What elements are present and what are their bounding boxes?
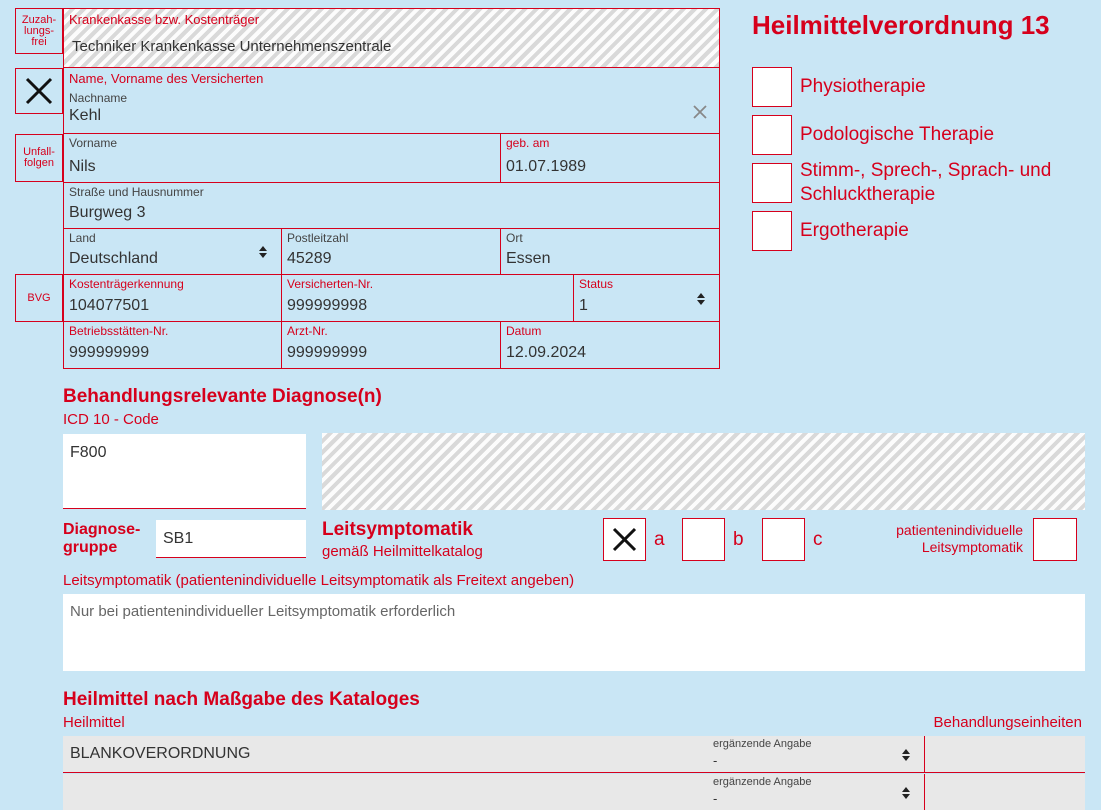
ergaenzende-angabe-value: - <box>713 791 718 806</box>
kt-kennung-input[interactable]: 104077501 <box>69 297 150 314</box>
kostentraeger-field <box>63 8 720 68</box>
podologie-checkbox[interactable] <box>752 115 792 155</box>
leitsymptomatik-c-checkbox[interactable] <box>762 518 805 561</box>
heilmittel-row-2 <box>63 774 1085 810</box>
form-title: Heilmittelverordnung 13 <box>752 10 1050 40</box>
diagnose-hatched-area <box>322 433 1085 510</box>
kostentraeger-label: Krankenkasse bzw. Kostenträger <box>69 12 260 27</box>
ergotherapie-label: Ergotherapie <box>800 220 909 241</box>
arzt-label: Arzt-Nr. <box>287 324 328 338</box>
vorname-input[interactable]: Nils <box>69 158 96 175</box>
physiotherapie-label: Physiotherapie <box>800 76 926 97</box>
diagnosegruppe-label-2: gruppe <box>63 539 118 556</box>
physiotherapie-checkbox[interactable] <box>752 67 792 107</box>
icd-input-1[interactable]: F800 <box>63 434 306 472</box>
select-arrows-icon[interactable] <box>697 292 705 306</box>
diagnose-title: Behandlungsrelevante Diagnose(n) <box>63 386 382 407</box>
ergaenzende-angabe-value: - <box>713 753 718 768</box>
heilmittel-col-label: Heilmittel <box>63 714 125 731</box>
nachname-label: Nachname <box>69 91 128 105</box>
stimm-sprech-checkbox[interactable] <box>752 163 792 203</box>
vorname-label: Vorname <box>69 136 118 150</box>
icd-input-2[interactable] <box>63 471 306 509</box>
diagnosegruppe-input[interactable]: SB1 <box>156 520 306 558</box>
stimm-sprech-label: Stimm-, Sprech-, Sprach- und Schlucktherapie <box>800 160 1052 205</box>
geb-cell <box>500 133 720 183</box>
bvg-label: BVG <box>27 291 51 304</box>
bsnr-input[interactable]: 999999999 <box>69 344 150 361</box>
kostentraeger-value: Techniker Krankenkasse Unternehmenszentrale <box>72 38 392 55</box>
plz-label: Postleitzahl <box>287 231 349 245</box>
plz-cell <box>281 228 501 275</box>
datum-cell <box>500 321 720 369</box>
zuzahlungsfrei-checkbox[interactable] <box>15 8 63 54</box>
heilmittel-value-1[interactable]: BLANKOVERORDNUNG <box>70 745 251 762</box>
strasse-cell <box>63 182 720 229</box>
leitsymptomatik-b-label: b <box>733 529 744 550</box>
einheiten-col-label: Behandlungseinheiten <box>933 714 1082 731</box>
heilmittel-title: Heilmittel nach Maßgabe des Kataloges <box>63 689 420 710</box>
freitext-textarea[interactable] <box>63 594 1085 671</box>
clear-icon[interactable] <box>693 105 707 119</box>
ergaenzende-angabe-select-2[interactable] <box>708 774 924 810</box>
select-arrows-icon <box>902 786 910 800</box>
datum-label: Datum <box>506 324 542 338</box>
bsnr-cell <box>63 321 282 369</box>
freitext-placeholder: Nur bei patientenindividueller Leitsymptomatik erforderlich <box>70 603 456 620</box>
unfallfolgen-label: Unfall- folgen <box>23 146 55 169</box>
vers-nr-label: Versicherten-Nr. <box>287 277 374 291</box>
name-block <box>63 67 720 134</box>
kt-kennung-cell <box>63 274 282 322</box>
leitsymptomatik-b-checkbox[interactable] <box>682 518 725 561</box>
leitsymptomatik-a-checkbox[interactable] <box>603 518 646 561</box>
icd-label: ICD 10 - Code <box>63 411 159 428</box>
land-label: Land <box>69 231 96 245</box>
strasse-input[interactable]: Burgweg 3 <box>69 204 146 221</box>
plz-input[interactable]: 45289 <box>287 250 332 267</box>
gebuehrpflichtig-checkbox[interactable] <box>15 68 63 114</box>
select-arrows-icon[interactable] <box>259 245 267 259</box>
ergotherapie-checkbox[interactable] <box>752 211 792 251</box>
check-cross-icon <box>24 76 54 106</box>
ergaenzende-angabe-select-1[interactable] <box>708 736 924 773</box>
name-section-label: Name, Vorname des Versicherten <box>69 71 264 86</box>
zuzahlungsfrei-label: Zuzah- lungs- frei <box>21 13 57 48</box>
behandlungseinheiten-input-2[interactable] <box>924 774 1085 810</box>
unfallfolgen-checkbox[interactable] <box>15 134 63 182</box>
strasse-label: Straße und Hausnummer <box>69 185 204 199</box>
diagnosegruppe-label-1: Diagnose- <box>63 521 141 538</box>
podologie-label: Podologische Therapie <box>800 124 995 145</box>
arzt-cell <box>281 321 501 369</box>
select-arrows-icon <box>902 748 910 762</box>
leitsymptomatik-c-label: c <box>813 529 823 550</box>
check-cross-icon <box>604 519 645 560</box>
status-select[interactable]: 1 <box>579 297 588 314</box>
ort-input[interactable]: Essen <box>506 250 551 267</box>
arzt-input[interactable]: 999999999 <box>287 344 368 361</box>
nachname-input[interactable]: Kehl <box>69 107 102 124</box>
geb-input[interactable]: 01.07.1989 <box>506 158 587 175</box>
behandlungseinheiten-input-1[interactable] <box>924 736 1085 773</box>
land-select[interactable]: Deutschland <box>69 250 158 267</box>
kt-kennung-label: Kostenträgerkennung <box>69 277 184 291</box>
patientenindividuell-checkbox[interactable] <box>1033 518 1077 561</box>
vorname-cell <box>63 133 501 183</box>
vers-nr-input[interactable]: 999999998 <box>287 297 368 314</box>
leitsymptomatik-a-label: a <box>654 529 665 550</box>
ort-label: Ort <box>506 231 523 245</box>
bsnr-label: Betriebsstätten-Nr. <box>69 324 169 338</box>
heilmittel-row-1 <box>63 736 1085 773</box>
datum-input[interactable]: 12.09.2024 <box>506 344 587 361</box>
ort-cell <box>500 228 720 275</box>
leitsymptomatik-sub: gemäß Heilmittelkatalog <box>322 543 483 560</box>
geb-label: geb. am <box>506 136 550 150</box>
patientenindividuell-label-1: patientenindividuelle <box>896 522 1023 538</box>
status-label: Status <box>579 277 614 291</box>
leitsymptomatik-title: Leitsymptomatik <box>322 519 473 540</box>
bvg-checkbox[interactable] <box>15 274 63 322</box>
patientenindividuell-label-2: Leitsymptomatik <box>921 539 1023 555</box>
ergaenzende-angabe-label: ergänzende Angabe <box>713 776 812 788</box>
land-cell <box>63 228 282 275</box>
freitext-label: Leitsymptomatik (patientenindividuelle Leitsymptomatik als Freitext angeben) <box>63 572 575 589</box>
vers-nr-cell <box>281 274 574 322</box>
ergaenzende-angabe-label: ergänzende Angabe <box>713 738 812 750</box>
status-cell <box>573 274 720 322</box>
